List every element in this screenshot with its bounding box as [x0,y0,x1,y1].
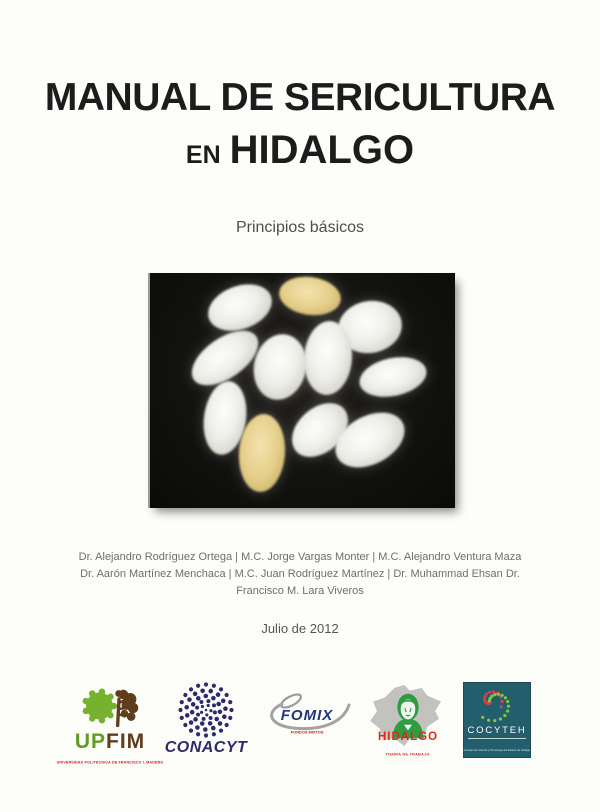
cocoon [277,273,344,319]
cocyteh-dots-icon [463,682,531,724]
upfim-gear-tree-icon [77,682,143,730]
authors-line: Dr. Aarón Martínez Menchaca | M.C. Juan Rodríguez Martínez | Dr. Muhammad Ehsan Dr. [80,568,520,580]
title-line2 [0,127,600,173]
logos-row [0,680,600,792]
authors-line: Francisco M. Lara Viveros [236,585,364,597]
title-line1: MANUAL DE SERICULTURA [44,76,556,119]
upfim-subtext: UNIVERSIDAD POLITÉCNICA DE FRANCISCO I. MADERO [56,761,164,765]
conacyt-logo [163,682,249,757]
hidalgo-subtext: TIERRA DE TRABAJO [385,753,431,757]
upfim-wordmark: UPFIM [74,730,146,753]
cocoons-photo [148,273,455,508]
title-line2-main: HIDALGO [229,127,415,172]
title-line2-prefix: EN [185,140,221,169]
cocyteh-divider [468,738,526,739]
fomix-logo [261,692,353,750]
cocyteh-logo [463,682,531,758]
fomix-subtext: FONDOS MIXTOS [290,731,324,735]
cocyteh-subtext: Consejo de Ciencia y Tecnología del Estado de Hidalgo [463,749,531,752]
hidalgo-wordmark: HIDALGO [377,731,439,743]
authors-block [30,549,570,600]
conacyt-dots-icon [178,682,234,738]
publication-date: Julio de 2012 [261,621,339,636]
fomix-wordmark: FOMIX [280,707,334,724]
subtitle: Principios básicos [235,219,365,236]
page-title [0,76,600,173]
cocoon [356,351,430,402]
cocyteh-wordmark: COCYTEH [467,725,527,736]
upfim-logo [56,682,164,770]
conacyt-wordmark: CONACYT [164,739,248,756]
hidalgo-logo [365,684,451,762]
authors-line: Dr. Alejandro Rodríguez Ortega | M.C. Jorge Vargas Monter | M.C. Alejandro Ventura Maza [78,551,522,563]
